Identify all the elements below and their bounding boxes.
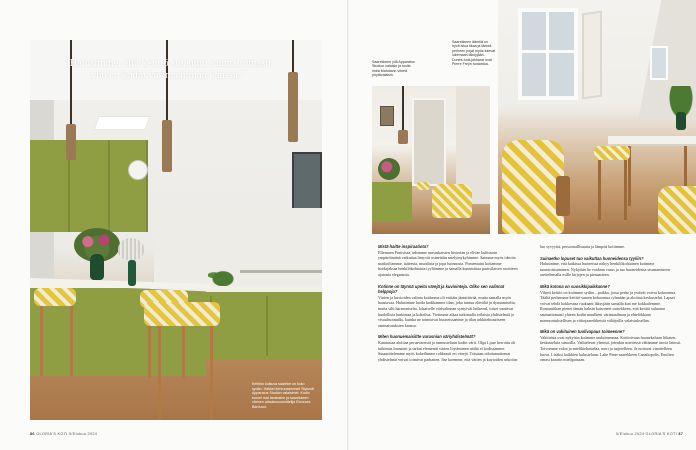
stool-leg bbox=[624, 160, 627, 220]
magazine-name: GLORIA'S KOTI bbox=[36, 432, 68, 436]
wall-clock bbox=[128, 160, 148, 180]
stool-leg bbox=[598, 160, 601, 220]
interview-answer: Kannustaa aloittaa perusväreistä ja tunnusteluun kodin värit. Olga Ljuse kerrottu oli tutkimus lounaisti ja tarkat elementti värien löytäminen näiltä ei kodissamme. Suunnittelemme myös kokeilimme rohkeasti eri värejä. Toistaan odottamattomat yhdistelmät voivat toimivat parhaiten. Itse koemme, että värien ja kuvioiden sekoitus bbox=[378, 339, 518, 362]
interview-answer: Vakituisia ovat nykyisin kotimme tauluimennaa. Kotitoivaan huonekaluun liikaten, keskusteluia samoilla. Vaihtelevat yleensä, jotenkin mieitessä vältämme tarvia laitosti. Toivomme valoa ja mielikiehastelaa, meri ja tarjetelleen. Ja noitavat vinottelleen luova. Lisäksi kaikkien kalusteluun. Lake Penn-saarekkeen Canaliopolis, Emilien omasi kraarin mielipatsaan. bbox=[540, 334, 682, 363]
plant-sprig bbox=[208, 268, 238, 286]
pendant-cord bbox=[292, 40, 294, 72]
kitchen-skylight bbox=[93, 116, 150, 130]
table-top bbox=[608, 136, 696, 146]
plant-pot bbox=[676, 112, 686, 130]
interview-answer: Värien ja kuvioiden valinta kotiimme oli erittäin jännittävää, mutta samalla myös haastavaa. Halusimme luoda kodikamme tilan, joka tuntuu elävältä ja dynaamiselta, mutta silti harmoniselta. Jokaiselle värivalinnan syntyivät hetkeenl, toiset vaatitvat huolellista harkintaa ja kokeilua. Vietimme aikaa tutkimalla erilaisia yhdistelmiä ja visualisoimalla, kuinka ne toimisivat huoneissamme ja tilan arkkitehtuuriseen ominaisuuksien kanssa. bbox=[378, 294, 516, 328]
folio-right bbox=[616, 432, 683, 436]
interview-answer: Halusimme, että kaikissa huoneissa näkyy henkilökohtainen kotimme tuomioistuiminen. Nykyään lie voidaan varus ja tuo huoneidensa sisustamiseen asettelemalla esille kirjojen ja pienaarteen. bbox=[540, 261, 670, 278]
interview-question: Mistä haitte inspiraatiota? bbox=[378, 244, 429, 249]
window bbox=[518, 8, 578, 100]
issue-label: 5/Elokuu 2024 bbox=[68, 432, 98, 436]
interview-answer: Vihreä keittiö on kotimme sydän – paikka, jossa perhe ja ystävät voivat kokoontua. Täältä perhemme keittiö-saaren kokoontua ryhmään ja aloittaa keskustelut. Lapset voivat tehdä kokkesnsa ruokaani läksyjään samalla kun me kokkailemme. Romantiikan pienet tämän kaksin katsoneet saarekkeen, että keittiö sulautuu saumattomasti yhteen kodin muulkeni värimaailman ja ehtelökkaan marmorituksellisen ja viittojaaretkkeistä väliäjoilla valaistuksellan. bbox=[540, 289, 677, 323]
pendant-cord bbox=[402, 86, 404, 130]
pendant-lamp bbox=[66, 124, 76, 160]
interview-question: Suinaetko lopuset tuo vaikuttaa huoneidensa tyyliin? bbox=[540, 255, 644, 261]
window-shutter bbox=[582, 11, 602, 100]
pendant-lamp bbox=[398, 130, 408, 144]
page-gutter bbox=[347, 0, 349, 450]
armchair bbox=[502, 140, 564, 234]
interview-question: Mikä on vakituinen tuolivapaus toimeenne? bbox=[540, 329, 625, 335]
article-column-2 bbox=[540, 244, 682, 369]
photo-caption: Saarekkeen yllä Apparatus Studion valaisin ja tuolla India Mahdavin vihreä pöytävalaisin. bbox=[372, 60, 415, 78]
interview-question: Kotinne on täynnä upeita värejä ja kuviointeja. Oliko sen valinnat helppoja? bbox=[378, 283, 505, 295]
folio-left bbox=[30, 432, 97, 436]
pull-quote: ”Halusimme, että keittiö sulautuu saumattomasti yhteen kodin värimaailman kanssa.” bbox=[64, 58, 272, 82]
green-vase bbox=[90, 254, 104, 280]
armchair bbox=[432, 184, 472, 218]
kitchen-upper-cabinets bbox=[30, 140, 148, 232]
table-lamp-shade bbox=[118, 238, 144, 260]
stool-leg bbox=[40, 306, 43, 376]
bar-stool bbox=[144, 302, 220, 326]
bar-stool bbox=[416, 182, 430, 190]
window-photo bbox=[498, 0, 696, 234]
issue-label: 5/Elokuu 2024 bbox=[616, 432, 645, 436]
stool-leg bbox=[158, 326, 161, 420]
stool-leg bbox=[70, 306, 73, 376]
interview-answer: luo syvyyttä, persoonallisuutta ja lämpöä kotiimme. bbox=[540, 244, 625, 249]
table-lamp-base bbox=[128, 260, 136, 286]
photo-caption: Keittiön kulkuva saareke on koko sydän. Hakkel kehruuasennelt Stylundi Apparatus Studion valaisimet. Kodin tunnel mat laminaine ja saarekkeen värinen alavalusuunnittelija Eleonora Barbucci. bbox=[252, 382, 314, 409]
doorway bbox=[412, 98, 446, 186]
photo-caption: Saarekkeen äärellä on hyvä istua ilkaa ja tärkeä perheen pojat myös tulevat lukemaan läksyjään. Dunes-tuoli-jakkarat ovat Pierre Freyn tuotantoa. bbox=[452, 40, 496, 67]
pendant-lamp bbox=[162, 120, 172, 172]
bar-stool bbox=[594, 146, 630, 160]
armchair bbox=[658, 186, 696, 234]
chair-arm bbox=[556, 176, 570, 216]
bar-stool bbox=[34, 288, 76, 306]
article-column-1 bbox=[378, 244, 520, 368]
kitchen-photo bbox=[30, 40, 322, 420]
interior-photo bbox=[372, 86, 490, 234]
magazine-name: GLORIA'S KOTI bbox=[645, 432, 677, 436]
wall-frame bbox=[380, 106, 394, 126]
green-cabinet bbox=[372, 182, 412, 222]
kitchen-shelf bbox=[240, 270, 322, 273]
interview-answer: Ellenmen Pariisissa, inhimme runsaskaisten historian ja eliväe kulttuurin ympäröimänä vaikuttaa lintyvät ostnettäin mielyinykyhimme. Saimme myös ideoita matkoiltamme, taiteesta, muodista ja jopa luonnosta. Pomentuttu kotiamme hoidajaksaa henkilökohtaista tyyliämme ja samalla kunnioittaa pariisilaisen osoitteen ajatonta eleganssia. bbox=[378, 249, 518, 277]
page-number: 87 bbox=[678, 432, 684, 436]
pendant-lamp bbox=[288, 72, 298, 142]
interview-question: Miten huonuemaisiltte varusnian väriyhdistelmät? bbox=[378, 334, 476, 340]
window bbox=[650, 46, 668, 80]
flower-bouquet bbox=[378, 158, 400, 180]
stool-leg bbox=[210, 326, 213, 420]
page-number: 86 bbox=[30, 432, 35, 436]
interview-question: Mikä kotona on suosikkipaikkanne? bbox=[540, 283, 610, 289]
